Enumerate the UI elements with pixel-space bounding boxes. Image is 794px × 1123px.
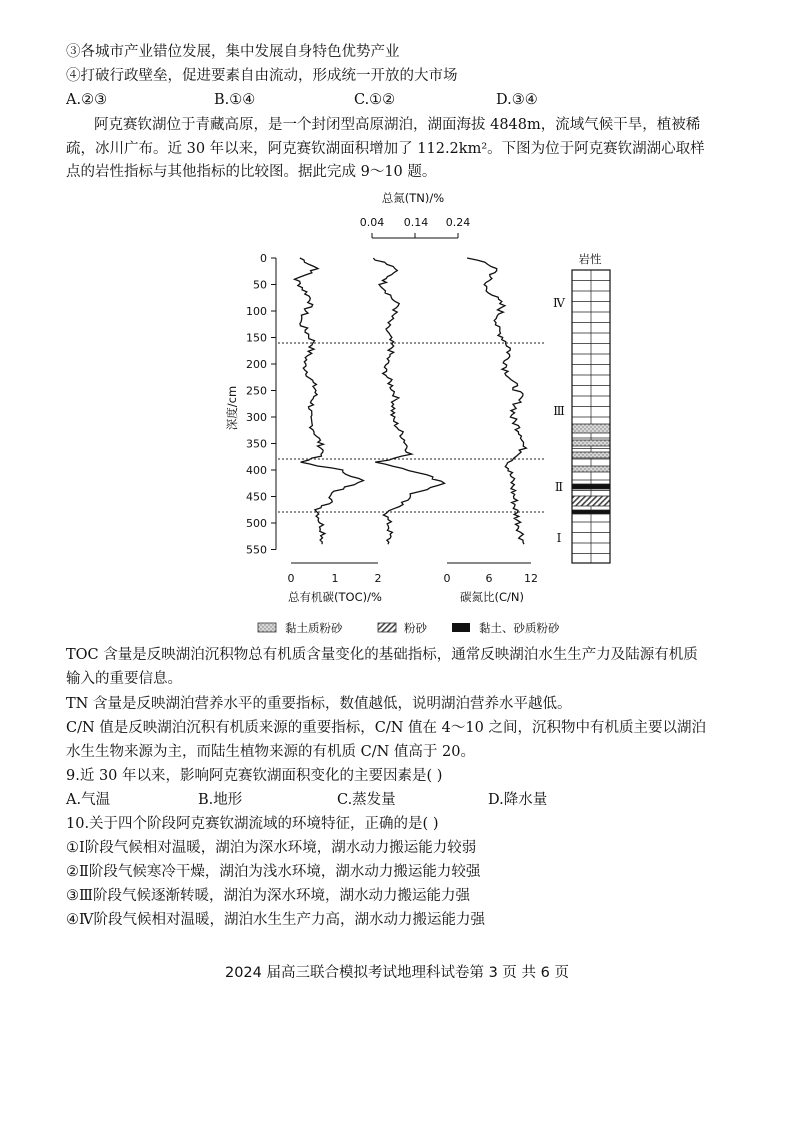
stage-label-1: Ⅰ <box>556 531 562 545</box>
passage-line-2: 疏，冰川广布。近 30 年以来，阿克赛钦湖面积增加了 112.2km²。下图为位于阿克赛钦湖湖心取样 <box>66 141 705 157</box>
toc-axis <box>288 563 383 604</box>
cn-curve <box>467 258 526 544</box>
note-cn-line-1: C/N 值是反映湖泊沉积有机质来源的重要指标，C/N 值在 4～10 之间，沉积物中有机质主要以湖泊 <box>66 720 706 736</box>
depth-tick: 450 <box>246 490 267 504</box>
note-toc-line-2: 输入的重要信息。 <box>66 671 182 687</box>
legend <box>258 621 560 635</box>
tn-tick: 0.04 <box>359 216 385 229</box>
toc-curve <box>295 258 364 544</box>
depth-tick: 0 <box>260 252 267 265</box>
stage-label-4: Ⅳ <box>553 296 565 310</box>
legend-label: 粉砂 <box>404 621 427 635</box>
tn-tick: 0.24 <box>445 216 471 229</box>
tn-tick: 0.14 <box>403 216 429 229</box>
tn-title: 总氮(TN)/% <box>381 191 445 205</box>
toc-axis-label: 总有机碳(TOC)/% <box>288 590 382 604</box>
legend-label: 黏土质粉砂 <box>285 621 343 635</box>
depth-tick: 100 <box>246 305 267 318</box>
cn-tick: 12 <box>524 572 538 585</box>
legend-swatch-silt <box>378 623 396 632</box>
depth-tick: 50 <box>253 278 267 292</box>
prev-choice-d: D.③④ <box>496 92 538 108</box>
prev-option-3: ③各城市产业错位发展，集中发展自身特色优势产业 <box>66 44 400 60</box>
prev-choice-b: B.①④ <box>214 92 256 108</box>
q9-option-b: B.地形 <box>198 792 243 808</box>
cn-axis-label: 碳氮比(C/N) <box>460 590 524 604</box>
page-footer: 2024 届高三联合模拟考试地理科试卷第 3 页 共 6 页 <box>224 965 569 981</box>
cn-axis <box>444 563 539 604</box>
q10-option-4: ④Ⅳ阶段气候相对温暖，湖泊水生生产力高，湖水动力搬运能力强 <box>66 912 485 928</box>
note-tn: TN 含量是反映湖泊营养水平的重要指标，数值越低，说明湖泊营养水平越低。 <box>66 696 572 712</box>
lithology-column <box>572 270 610 563</box>
depth-tick: 200 <box>246 358 267 371</box>
depth-axis <box>246 252 276 557</box>
depth-tick: 300 <box>246 411 267 424</box>
q10-stem: 10.关于四个阶段阿克赛钦湖流域的环境特征，正确的是( ) <box>66 816 439 832</box>
lithology-title: 岩性 <box>578 252 602 266</box>
passage-line-1: 阿克赛钦湖位于青藏高原，是一个封闭型高原湖泊，湖面海拔 4848m，流域气候干旱，植被稀 <box>94 117 701 133</box>
q9-option-a: A.气温 <box>66 792 111 808</box>
q10-option-2: ②Ⅱ阶段气候寒冷干燥，湖泊为浅水环境，湖水动力搬运能力较强 <box>66 864 481 880</box>
depth-tick: 400 <box>246 464 267 477</box>
prev-choice-c: C.①② <box>354 92 396 108</box>
q9-option-c: C.蒸发量 <box>337 792 396 808</box>
legend-label: 黏土、砂质粉砂 <box>479 621 560 635</box>
q10-option-1: ①Ⅰ阶段气候相对温暖，湖泊为深水环境，湖水动力搬运能力较弱 <box>66 840 477 856</box>
legend-swatch-clay-sandy-silt <box>452 623 470 632</box>
cn-tick: 6 <box>485 572 493 585</box>
legend-swatch-clayey-silt <box>258 623 276 632</box>
tn-axis <box>360 216 471 238</box>
passage-line-3: 点的岩性指标与其他指标的比较图。据此完成 9～10 题。 <box>66 164 437 180</box>
depth-tick: 150 <box>246 331 267 345</box>
stage-label-3: Ⅲ <box>553 404 565 418</box>
cn-tick: 0 <box>443 572 451 585</box>
toc-tick: 1 <box>331 572 339 585</box>
prev-option-4: ④打破行政壁垒，促进要素自由流动，形成统一开放的大市场 <box>66 68 458 84</box>
tn-curve <box>373 258 444 544</box>
toc-tick: 2 <box>374 572 382 585</box>
note-toc-line-1: TOC 含量是反映湖泊沉积物总有机质含量变化的基础指标，通常反映湖泊水生生产力及陆源有机质 <box>66 647 698 663</box>
note-cn-line-2: 水生生物来源为主，而陆生植物来源的有机质 C/N 值高于 20。 <box>66 744 475 760</box>
depth-tick: 550 <box>246 543 267 557</box>
depth-axis-label: 深度/cm <box>225 385 239 431</box>
q10-option-3: ③Ⅲ阶段气候逐渐转暖，湖泊为深水环境，湖水动力搬运能力强 <box>66 888 470 904</box>
depth-tick: 350 <box>246 437 267 451</box>
q9-option-d: D.降水量 <box>488 792 548 808</box>
depth-tick: 250 <box>246 384 267 398</box>
q9-stem: 9.近 30 年以来，影响阿克赛钦湖面积变化的主要因素是( ) <box>66 768 443 784</box>
prev-choice-a: A.②③ <box>66 92 108 108</box>
depth-tick: 500 <box>246 517 267 530</box>
stage-label-2: Ⅱ <box>554 480 564 494</box>
toc-tick: 0 <box>287 572 295 585</box>
